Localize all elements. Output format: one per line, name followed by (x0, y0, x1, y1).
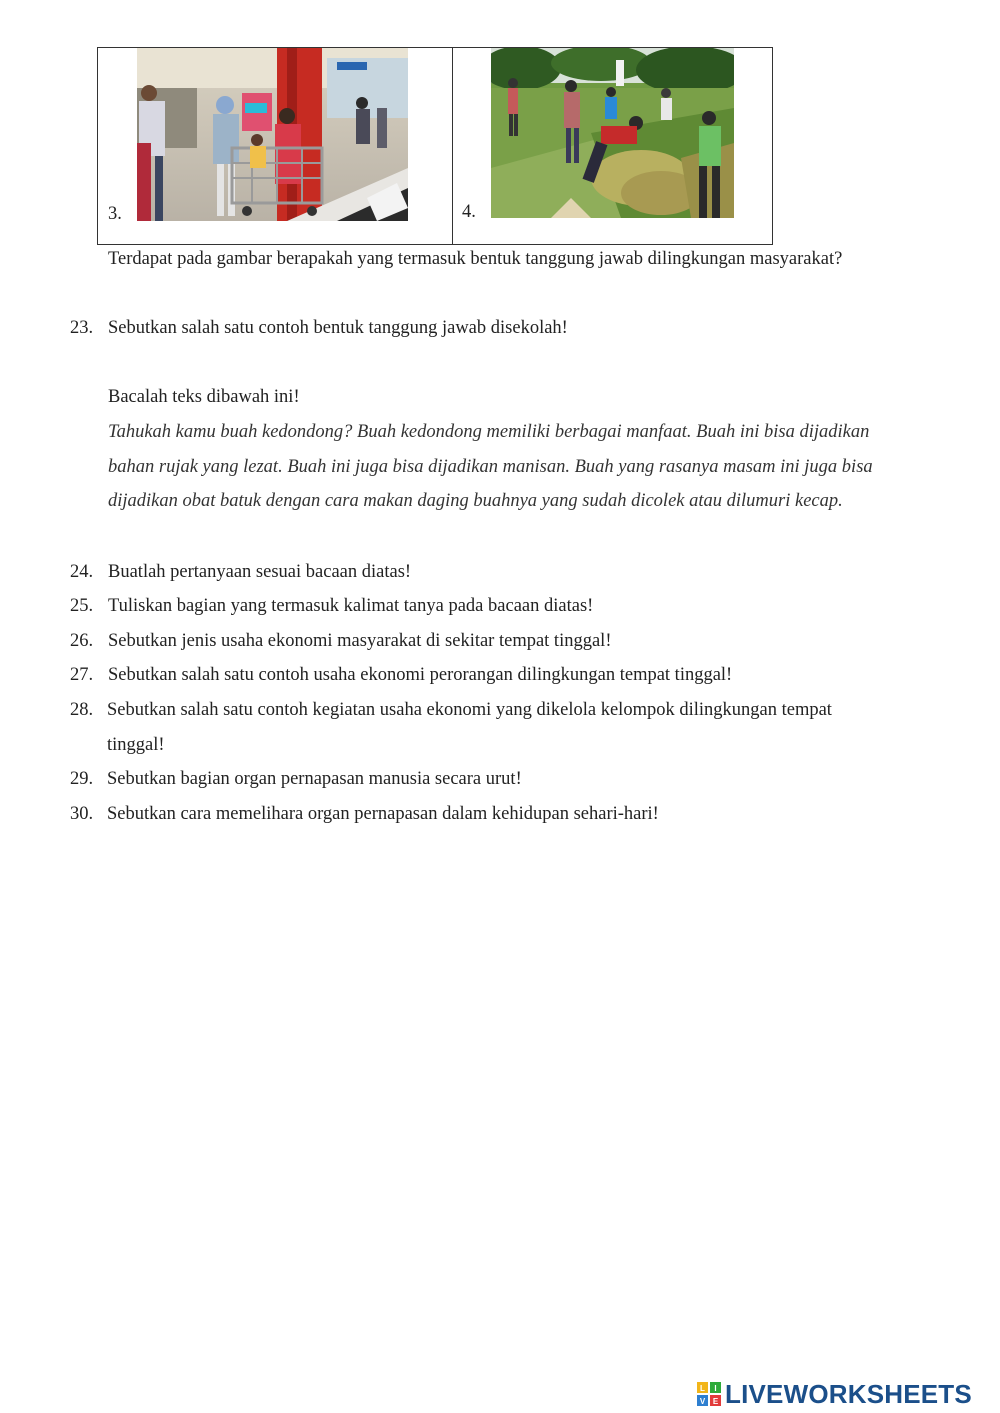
reading-instruction: Bacalah teks dibawah ini! (108, 387, 300, 407)
svg-text:V: V (699, 1397, 706, 1406)
question-number: 30. (70, 804, 94, 824)
figure-question: Terdapat pada gambar berapakah yang termasuk bentuk tanggung jawab dilingkungan masyarakat? (108, 249, 843, 269)
liveworksheets-logo-icon (697, 1382, 721, 1406)
question-text: Sebutkan bagian organ pernapasan manusia secara urut! (107, 769, 522, 789)
figure-number-3: 3. (108, 204, 122, 224)
reading-line-2: bahan rujak yang lezat. Buah ini juga bisa dijadikan manisan. Buah yang rasanya masam ini juga bisa (108, 457, 873, 477)
svg-text:E: E (712, 1397, 719, 1406)
liveworksheets-logo (697, 1377, 997, 1411)
svg-text:I: I (714, 1384, 717, 1393)
question-text: Sebutkan jenis usaha ekonomi masyarakat di sekitar tempat tinggal! (108, 631, 612, 651)
question-text-continuation: tinggal! (107, 735, 165, 755)
question-text: Sebutkan salah satu contoh usaha ekonomi perorangan dilingkungan tempat tinggal! (108, 665, 733, 685)
reading-line-1: Tahukah kamu buah kedondong? Buah kedondong memiliki berbagai manfaat. Buah ini bisa dijadikan (108, 422, 870, 442)
question-text: Sebutkan salah satu contoh kegiatan usaha ekonomi yang dikelola kelompok dilingkungan tempat (107, 700, 832, 720)
image-table (97, 47, 773, 245)
question-number: 24. (70, 562, 94, 582)
question-text: Sebutkan cara memelihara organ pernapasan dalam kehidupan sehari-hari! (107, 804, 659, 824)
community-cleaning-field-photo (491, 48, 734, 218)
question-text-23: Sebutkan salah satu contoh bentuk tanggung jawab disekolah! (108, 318, 568, 338)
figure-number-4: 4. (462, 202, 476, 222)
table-divider (452, 48, 453, 244)
question-number-23: 23. (70, 318, 94, 338)
question-number: 26. (70, 631, 94, 651)
reading-line-3: dijadikan obat batuk dengan cara makan daging buahnya yang sudah dicolek atau dilumuri kecap. (108, 491, 843, 511)
shoppers-with-cart-in-mall-photo (137, 48, 408, 221)
svg-text:L: L (700, 1384, 705, 1393)
question-number: 27. (70, 665, 94, 685)
question-text: Tuliskan bagian yang termasuk kalimat tanya pada bacaan diatas! (108, 596, 594, 616)
question-number: 28. (70, 700, 94, 720)
liveworksheets-logo-text: LIVEWORKSHEETS (725, 1379, 972, 1409)
question-number: 29. (70, 769, 94, 789)
question-number: 25. (70, 596, 94, 616)
question-text: Buatlah pertanyaan sesuai bacaan diatas! (108, 562, 412, 582)
